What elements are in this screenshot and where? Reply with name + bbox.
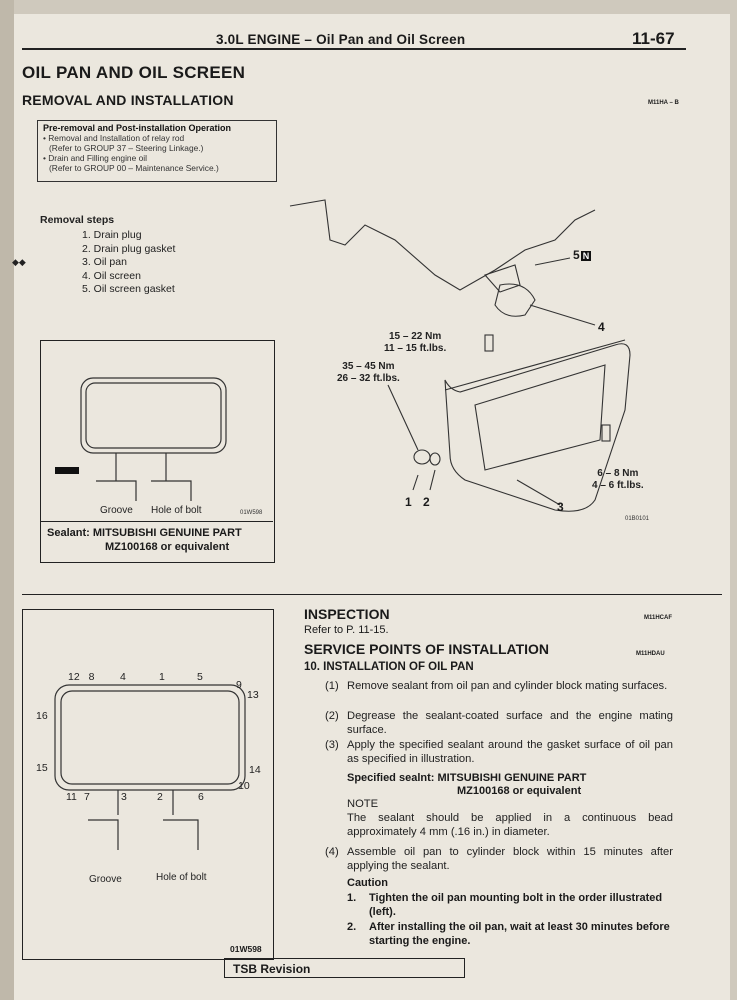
callout-1: 1	[405, 495, 412, 509]
drain-plug	[414, 450, 430, 464]
inspection-code: M11HCAF	[644, 615, 673, 621]
torque-spec-b	[337, 361, 400, 385]
caution-title: Caution	[347, 877, 388, 889]
callout-4: 4	[598, 320, 605, 334]
bolt-order-top-left	[68, 671, 94, 683]
service-item	[325, 679, 673, 693]
bolt-number: 3	[121, 791, 127, 803]
bolt-number: 2	[157, 791, 163, 803]
section-divider	[22, 594, 722, 595]
bolt-number: 4	[120, 671, 126, 683]
bolt-number: 10	[238, 780, 250, 792]
torque-ftlbs: 11 – 15 ft.lbs.	[384, 343, 447, 354]
sealant-bead-outer	[81, 378, 226, 453]
leader-line	[413, 475, 418, 490]
sealant-figure-code: 01W598	[240, 510, 263, 516]
torque-spec-a	[384, 331, 446, 355]
bolt-number: 13	[247, 689, 259, 701]
item-text: Assemble oil pan to cylinder block within 15 minutes after applying the sealant.	[347, 846, 673, 872]
torque-spec-c	[592, 468, 644, 492]
callout-5-number: 5	[573, 248, 580, 262]
torque-ftlbs: 26 – 32 ft.lbs.	[337, 373, 400, 384]
drain-plug-gasket	[430, 453, 440, 465]
torque-ftlbs: 4 – 6 ft.lbs.	[592, 480, 644, 491]
groove-detail	[96, 481, 136, 501]
callout-5	[573, 248, 591, 262]
pre-removal-title: Pre-removal and Post-installation Operation	[43, 123, 232, 133]
item-text: Apply the specified sealant around the gasket surface of oil pan as specified in illustration.	[347, 739, 673, 765]
service-points-title: SERVICE POINTS OF INSTALLATION	[304, 641, 550, 657]
oil-pan-flange	[445, 340, 625, 390]
bolt-number: 6	[198, 791, 204, 803]
pre-removal-box	[37, 120, 277, 182]
caution-number: 1.	[347, 892, 357, 904]
groove-detail	[88, 820, 118, 850]
bolt-number: 11	[66, 791, 77, 803]
service-item	[325, 709, 673, 737]
main-figure-code: 01B0101	[625, 516, 650, 522]
bolt-number: 5	[197, 671, 203, 683]
binding-spine	[0, 0, 14, 1000]
bolt-number: 14	[249, 764, 261, 776]
caution-text: After installing the oil pan, wait at least 30 minutes before starting the engine.	[369, 921, 670, 947]
sealant-bead-inner	[86, 383, 221, 448]
bolt-number: 7	[84, 791, 90, 803]
item-number: (2)	[325, 710, 339, 722]
item-number: (4)	[325, 846, 339, 858]
oil-screen	[495, 284, 535, 316]
note-text: The sealant should be applied in a continuous bead approximately 4 mm (.16 in.) in diameter.	[347, 812, 673, 838]
pre-removal-line: • Drain and Filling engine oil	[43, 153, 147, 163]
service-subtitle: 10. INSTALLATION OF OIL PAN	[304, 661, 474, 673]
caution-number: 2.	[347, 921, 357, 933]
bolt-order-diagram	[23, 610, 271, 910]
pre-removal-line: (Refer to GROUP 00 – Maintenance Service.)	[49, 163, 219, 173]
removal-step: 5. Oil screen gasket	[82, 283, 175, 296]
hole-detail	[151, 481, 191, 501]
leader-line	[535, 258, 570, 265]
bolt-number: 15	[36, 762, 48, 774]
oil-pan-interior	[475, 365, 605, 470]
diamond-marks: ◆◆	[12, 257, 26, 268]
specified-sealant	[347, 772, 586, 798]
callout-3: 3	[557, 500, 564, 514]
sealant-tube-icon	[55, 467, 79, 474]
bolt-number: 16	[36, 710, 48, 722]
oil-pan-outline-inner	[61, 691, 239, 784]
pre-removal-line: • Removal and Installation of relay rod	[43, 133, 185, 143]
removal-steps	[12, 214, 176, 296]
page-number: 11-67	[632, 29, 675, 48]
hole-of-bolt-label: Hole of bolt	[151, 505, 202, 516]
item-number: (1)	[325, 680, 339, 692]
page-subtitle: REMOVAL AND INSTALLATION	[22, 92, 234, 108]
caution-item	[347, 920, 673, 948]
spec-line: MZ100168 or equivalent	[457, 785, 582, 797]
service-item	[325, 845, 673, 873]
bolt-number: 8	[88, 671, 95, 683]
bolt-number: 9	[236, 679, 242, 691]
tsb-revision-box: TSB Revision	[224, 958, 465, 978]
bolt-a	[485, 335, 493, 351]
service-points-code: M11HDAU	[636, 651, 665, 657]
page-title: OIL PAN AND OIL SCREEN	[22, 63, 246, 82]
bolt-order-figure-code: 01W598	[230, 944, 262, 954]
leader-line	[517, 480, 560, 505]
hole-of-bolt-label: Hole of bolt	[156, 872, 207, 883]
section-header: 3.0L ENGINE – Oil Pan and Oil Screen	[216, 32, 466, 47]
sealant-spec	[41, 521, 273, 561]
callout-2: 2	[423, 495, 430, 509]
leader-line	[388, 385, 418, 450]
bolt-c	[602, 425, 610, 441]
service-item	[325, 738, 673, 766]
gasket-outline-diagram	[41, 341, 272, 521]
item-text: Degrease the sealant-coated surface and the engine mating surface.	[347, 710, 673, 736]
removal-step: 4. Oil screen	[82, 269, 141, 282]
spec-line: Specified sealnt: MITSUBISHI GENUINE PART	[347, 772, 587, 784]
removal-steps-title: Removal steps	[40, 214, 115, 226]
item-number: (3)	[325, 739, 339, 751]
sealant-line: Sealant: MITSUBISHI GENUINE PART	[47, 527, 242, 539]
leader-line	[530, 305, 595, 325]
bolt-number: 1	[159, 671, 165, 683]
leader-line	[430, 470, 435, 490]
removal-step: 2. Drain plug gasket	[82, 242, 176, 255]
caution-text: Tighten the oil pan mounting bolt in the order illustrated (left).	[369, 892, 663, 918]
note-title: NOTE	[347, 798, 379, 810]
removal-step: 3. Oil pan	[82, 256, 127, 269]
hole-detail	[163, 820, 198, 850]
header-rule	[22, 48, 686, 50]
callout-5-badge: N	[582, 251, 590, 261]
item-text: Remove sealant from oil pan and cylinder block mating surfaces.	[347, 680, 668, 692]
caution-item	[347, 891, 673, 919]
subtitle-code: M11HA – B	[648, 100, 679, 106]
oil-pan-outline-outer	[55, 685, 245, 790]
oil-screen-gasket	[485, 265, 520, 292]
torque-nm: 35 – 45 Nm	[342, 361, 395, 372]
pre-removal-line: (Refer to GROUP 37 – Steering Linkage.)	[49, 143, 204, 153]
torque-nm: 15 – 22 Nm	[389, 331, 442, 342]
removal-step: 1. Drain plug	[82, 229, 142, 242]
inspection-title: INSPECTION	[304, 606, 390, 622]
inspection-text: Refer to P. 11-15.	[304, 624, 389, 636]
torque-nm: 6 – 8 Nm	[597, 468, 639, 479]
groove-label: Groove	[89, 874, 122, 885]
groove-label: Groove	[100, 505, 133, 516]
engine-block-outline	[290, 200, 595, 290]
bolt-number: 12	[68, 671, 80, 683]
sealant-line: MZ100168 or equivalent	[105, 541, 230, 553]
